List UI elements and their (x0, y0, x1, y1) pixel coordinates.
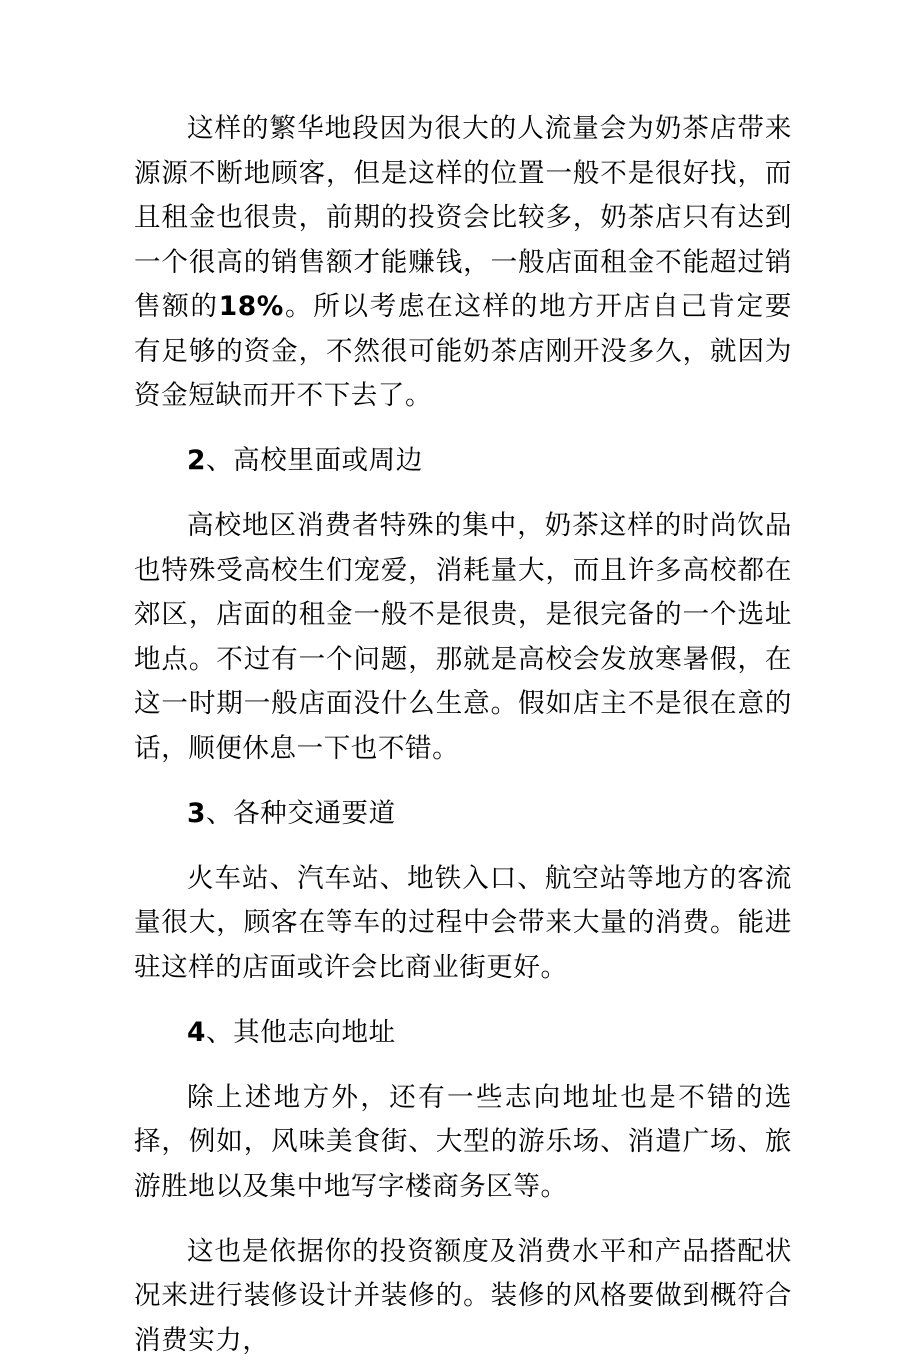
heading-other-locations (134, 1011, 792, 1056)
paragraph-university-area: 高校地区消费者特殊的集中，奶茶这样的时尚饮品也特殊受高校生们宠爱，消耗量大，而且许多高校都在郊区，店面的租金一般不是很贵，是很完备的一个选址地点。不过有一个问题，那就是高校会发放寒暑假，在这一时期一般店面没什么生意。假如店主不是很在意的话，顺便休息一下也不错。 (134, 504, 792, 771)
heading-university-area (134, 439, 792, 484)
heading-number: 2 (187, 445, 206, 476)
paragraph-other-locations: 除上述地方外，还有一些志向地址也是不错的选择，例如，风味美食街、大型的游乐场、消遣广场、旅游胜地以及集中地写字楼商务区等。 (134, 1076, 792, 1210)
heading-text: 、其他志向地址 (206, 1017, 396, 1048)
heading-number: 4 (187, 1017, 206, 1048)
heading-transport-hubs (134, 792, 792, 837)
rent-percentage: 18% (219, 291, 284, 322)
paragraph-busy-location (134, 107, 792, 419)
heading-text: 、高校里面或周边 (206, 445, 423, 476)
paragraph-text: 。所以考虑在这样的地方开店自己肯定要有足够的资金，不然很可能奶茶店刚开没多久，就因为资金短缺而开不下去了。 (134, 291, 792, 411)
heading-number: 3 (187, 798, 206, 829)
paragraph-text: 这样的繁华地段因为很大的人流量会为奶茶店带来源源不断地顾客，但是这样的位置一般不是很好找，而且租金也很贵，前期的投资会比较多，奶茶店只有达到一个很高的销售额才能赚钱，一般店面租金不能超过销售额的 (134, 113, 792, 322)
heading-text: 、各种交通要道 (206, 798, 396, 829)
paragraph-decoration: 这也是依据你的投资额度及消费水平和产品搭配状况来进行装修设计并装修的。装修的风格要做到概符合消费实力， (134, 1230, 792, 1363)
paragraph-transport-hubs: 火车站、汽车站、地铁入口、航空站等地方的客流量很大，顾客在等车的过程中会带来大量的消费。能进驻这样的店面或许会比商业街更好。 (134, 857, 792, 991)
